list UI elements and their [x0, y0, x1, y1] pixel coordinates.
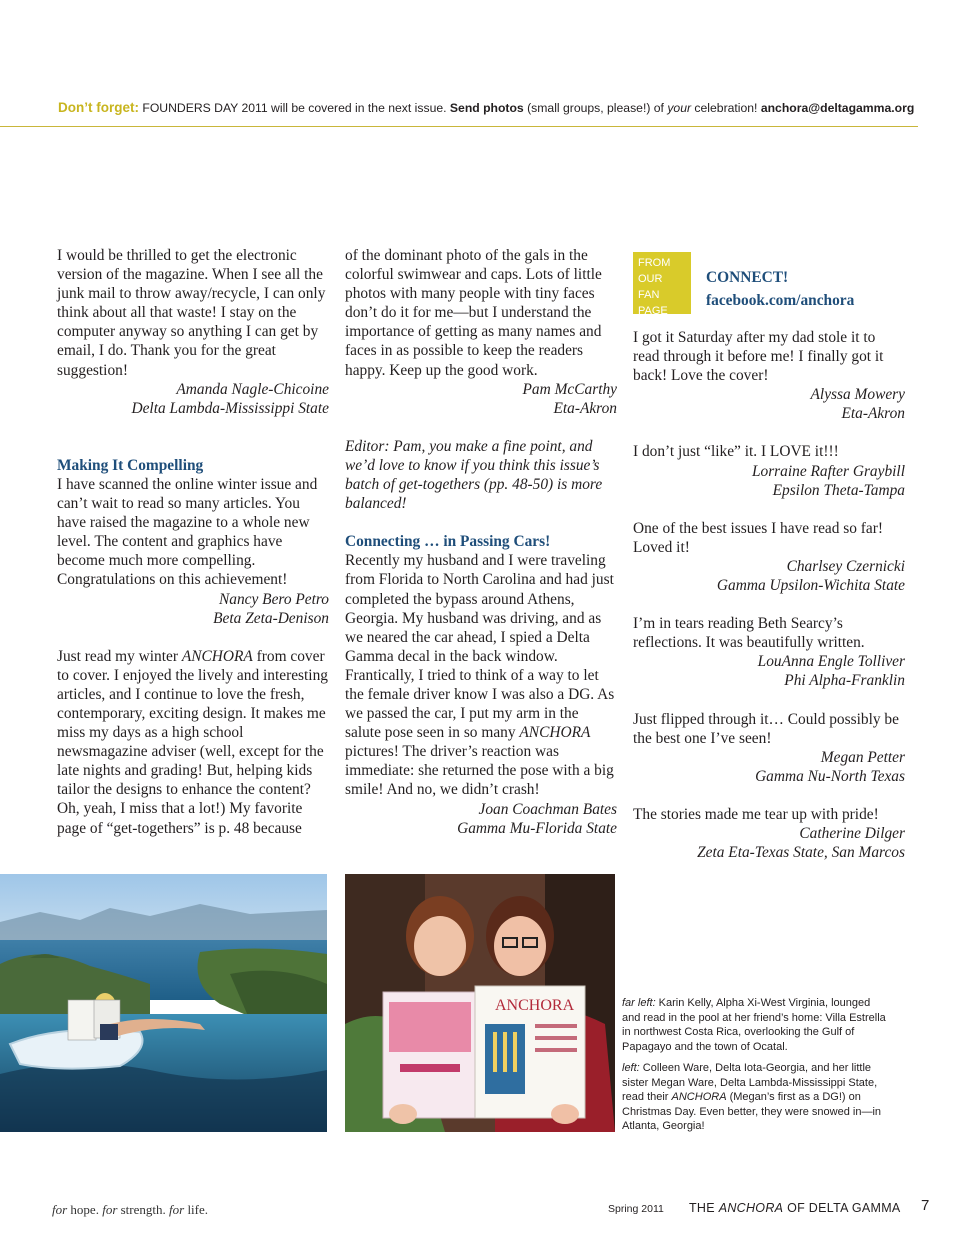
fan-comment: I’m in tears reading Beth Searcy’s reflections. It was beautifully written. [633, 615, 865, 652]
letter-text: Recently my husband and I were traveling from Florida to North Carolina and had just completed the bypass around Athens, Georgia. My husband was driving, and as we neared the car ahead, I spied a Delta Gamma decal in the back window. Frantically, I tried to think of a way to let the female driver know I was also a DG. As we passed the car, I put my arm in the salute pose seen in so many ANCHORA pictures! The driver’s reaction was immediate: she returned the pose with a big smile! And no, we didn’t crash! [345, 552, 615, 799]
sisters-photo [345, 874, 615, 1132]
fan-comment: The stories made me tear up with pride! [633, 805, 879, 823]
letter-signature-name: Joan Coachman Bates [478, 800, 617, 818]
fan-comment: Just flipped through it… Could possibly be the best one I’ve seen! [633, 710, 899, 747]
letter-text: of the dominant photo of the gals in the colorful swimwear and caps. Lots of little photos with many people with tiny faces don’t do it for me—but I understand the importance of getting as many names and faces in as possible to keep the readers happy. Keep up the good work. [345, 247, 602, 379]
letter-signature-name: Nancy Bero Petro [219, 590, 329, 608]
fan-box-line: OUR [638, 273, 663, 285]
banner-label: Don’t forget: [58, 100, 139, 115]
reminder-banner [58, 100, 915, 115]
letters-column-1 [57, 246, 329, 838]
fan-chapter: Gamma Nu-North Texas [755, 767, 905, 785]
fan-name: Alyssa Mowery [810, 386, 905, 404]
banner-email-link[interactable]: anchora@deltagamma.org [760, 101, 915, 115]
fan-box-line: FROM [638, 257, 671, 269]
pool-photo-illustration [0, 874, 327, 1132]
fan-comment: I got it Saturday after my dad stole it to read through it before me! I finally got it back! Love the cover! [633, 329, 884, 385]
banner-text-2: (small groups, please!) of [523, 101, 668, 115]
banner-send-photos: Send photos [449, 101, 524, 115]
fan-chapter: Gamma Upsilon-Wichita State [716, 577, 905, 595]
fan-comments-column [633, 328, 905, 862]
fan-box-line: FAN PAGE [638, 289, 668, 317]
banner-your: your [667, 101, 692, 115]
facebook-link[interactable]: facebook.com/anchora [706, 292, 855, 309]
editor-note: Editor: Pam, you make a fine point, and we’d love to know if you think this issue’s batch of get-togethers (pp. 48-50) is more balanced! [345, 437, 603, 513]
fan-chapter: Epsilon Theta-Tampa [772, 481, 905, 499]
fan-name: Lorraine Rafter Graybill [751, 462, 905, 480]
letter-signature-chapter: Gamma Mu-Florida State [457, 819, 617, 837]
fan-comment: I don’t just “like” it. I LOVE it!!! [633, 443, 839, 461]
banner-text-3: celebration! [691, 101, 761, 115]
fan-chapter: Phi Alpha-Franklin [784, 672, 905, 690]
letter-signature-chapter: Eta-Akron [553, 399, 617, 417]
connect-block [706, 266, 854, 312]
letter-text: Just read my winter ANCHORA from cover to cover. I enjoyed the lively and interesting articles, and I continue to love the fresh, contemporary, exciting design. It makes me miss my days as a high school newsmagazine adviser (well, except for the late nights and grading! But, helping kids tailor the designs to enhance the content? Oh, yeah, I miss that a lot!) My favorite page of “get-togethers” is p. 48 because [57, 647, 328, 837]
publication-title: THE ANCHORA OF DELTA GAMMA [689, 1201, 901, 1215]
fan-chapter: Zeta Eta-Texas State, San Marcos [697, 844, 905, 862]
letter-text: I would be thrilled to get the electronic version of the magazine. When I see all the junk mail to throw away/recycle, I can only think about all that waste! I stay on the computer anyway so anything I can get by email, I do. Thank you for the great suggestion! [57, 247, 326, 379]
photo-captions [622, 996, 890, 1141]
banner-text-1: FOUNDERS DAY 2011 will be covered in the next issue. [138, 101, 450, 115]
pool-photo [0, 874, 327, 1132]
tagline: for hope. for strength. for life. [52, 1202, 209, 1217]
issue-season: Spring 2011 [608, 1203, 664, 1215]
fan-comment: One of the best issues I have read so far! Loved it! [633, 519, 884, 556]
connect-heading: CONNECT! [706, 269, 789, 286]
fan-name: Megan Petter [820, 748, 905, 766]
letter-text: I have scanned the online winter issue and can’t wait to read so many articles. You have raised the magazine to a whole new level. The content and graphics have become much more compelling. Congratulations on this achievement! [57, 475, 318, 589]
sisters-photo-illustration [345, 874, 615, 1132]
letter-signature-name: Pam McCarthy [522, 380, 617, 398]
letter-signature-chapter: Beta Zeta-Denison [213, 609, 329, 627]
magazine-logo: ANCHORA [495, 997, 575, 1014]
letter-signature-name: Amanda Nagle-Chicoine [176, 380, 329, 398]
fan-chapter: Eta-Akron [841, 405, 905, 423]
caption-far-left: far left: Karin Kelly, Alpha Xi-West Virginia, lounged and read in the pool at her friend’s home: Villa Estrella in northwest Costa Rica, overlooking the Gulf of Papagayo and the town of Ocatal. [622, 997, 886, 1053]
letter-signature-chapter: Delta Lambda-Mississippi State [131, 399, 329, 417]
letter-heading: Making It Compelling [57, 456, 204, 474]
caption-left: left: Colleen Ware, Delta Iota-Georgia, and her little sister Megan Ware, Delta Lambda-Mississippi State, read their ANCHORA (Megan’s first as a DG!) on Christmas Day. Even better, they were snowed in—in Atlanta, Georgia! [622, 1062, 882, 1132]
banner-divider [0, 126, 918, 127]
letter-heading: Connecting … in Passing Cars! [345, 533, 551, 551]
page-number: 7 [921, 1197, 930, 1214]
letters-column-2 [345, 246, 617, 838]
fan-name: LouAnna Engle Tolliver [757, 653, 905, 671]
fan-name: Catherine Dilger [799, 824, 905, 842]
fan-name: Charlsey Czernicki [786, 557, 905, 575]
fan-page-badge [633, 252, 691, 317]
